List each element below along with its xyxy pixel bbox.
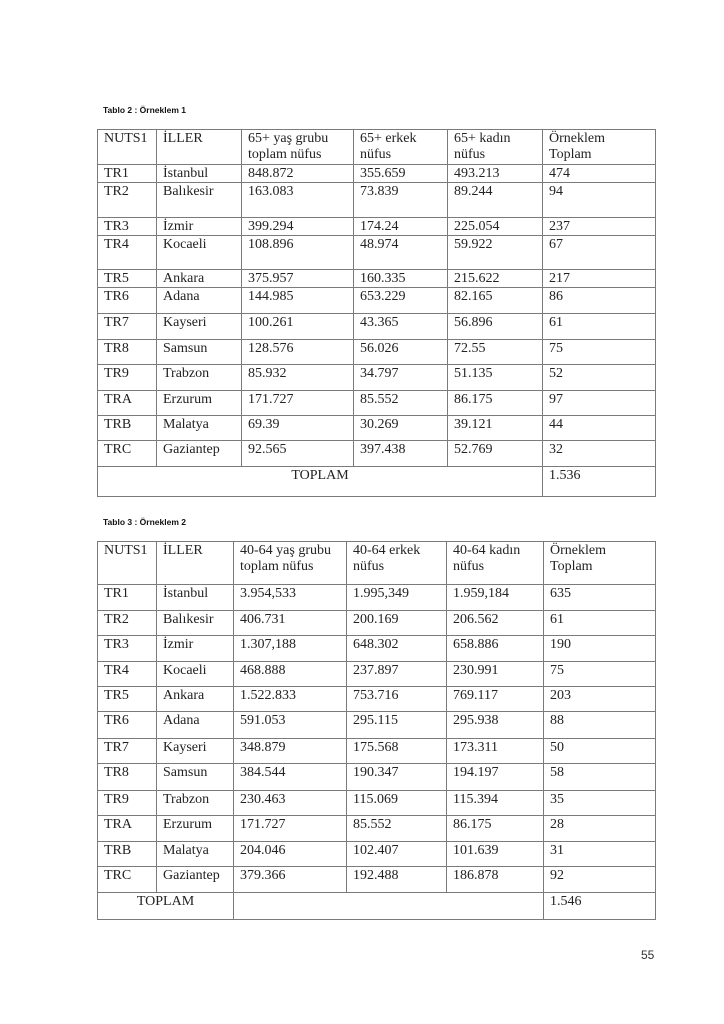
cell-female: 115.394 [447,791,544,816]
cell-il: Trabzon [157,365,242,391]
cell-sample: 94 [543,183,656,218]
cell-il: İstanbul [157,165,242,183]
cell-female: 101.639 [447,842,544,867]
cell-female: 186.878 [447,867,544,893]
cell-female: 86.175 [447,816,544,842]
cell-male: 43.365 [354,314,448,340]
cell-female: 51.135 [448,365,543,391]
cell-female: 225.054 [448,218,543,236]
table-row [98,416,656,441]
cell-total: 144.985 [242,288,354,314]
cell-total: 85.932 [242,365,354,391]
cell-male: 115.069 [347,791,447,816]
cell-male: 1.995,349 [347,585,447,611]
cell-male: 85.552 [347,816,447,842]
table-row [98,687,656,712]
cell-il: Ankara [157,270,242,288]
table-total-row [98,893,656,920]
table-2-caption: Tablo 2 : Örneklem 1 [103,105,186,115]
cell-il: Gaziantep [157,441,242,467]
cell-total: 375.957 [242,270,354,288]
cell-il: İzmir [157,218,242,236]
cell-female: 173.311 [447,739,544,764]
cell-sample: 67 [543,236,656,270]
total-empty [234,893,544,920]
cell-female: 86.175 [448,391,543,416]
cell-il: Kayseri [157,739,234,764]
cell-male: 102.407 [347,842,447,867]
cell-male: 174.24 [354,218,448,236]
cell-sample: 52 [543,365,656,391]
cell-total: 171.727 [234,816,347,842]
cell-total: 399.294 [242,218,354,236]
cell-sample: 58 [544,764,656,791]
cell-il: Adana [157,712,234,739]
cell-nuts: TR6 [98,712,157,739]
cell-il: Kocaeli [157,662,234,687]
header-total-population: 65+ yaş grubu toplam nüfus [242,130,354,165]
cell-il: İstanbul [157,585,234,611]
cell-il: Malatya [157,416,242,441]
table-row [98,636,656,662]
cell-female: 215.622 [448,270,543,288]
cell-sample: 97 [543,391,656,416]
cell-total: 1.522.833 [234,687,347,712]
cell-il: İzmir [157,636,234,662]
table-row [98,236,656,270]
cell-male: 295.115 [347,712,447,739]
cell-female: 39.121 [448,416,543,441]
cell-total: 379.366 [234,867,347,893]
total-value: 1.536 [543,467,656,497]
cell-il: Samsun [157,340,242,365]
cell-il: Samsun [157,764,234,791]
table-row [98,340,656,365]
table-row [98,585,656,611]
cell-nuts: TR4 [98,236,157,270]
cell-nuts: TR9 [98,365,157,391]
header-male-population: 65+ erkek nüfus [354,130,448,165]
cell-male: 237.897 [347,662,447,687]
cell-nuts: TR6 [98,288,157,314]
cell-total: 1.307,188 [234,636,347,662]
cell-male: 355.659 [354,165,448,183]
table-row [98,165,656,183]
cell-total: 171.727 [242,391,354,416]
header-female-population: 65+ kadın nüfus [448,130,543,165]
cell-total: 384.544 [234,764,347,791]
cell-female: 658.886 [447,636,544,662]
cell-total: 3.954,533 [234,585,347,611]
cell-il: Ankara [157,687,234,712]
cell-total: 128.576 [242,340,354,365]
header-iller: İLLER [157,542,234,585]
cell-sample: 44 [543,416,656,441]
table-row [98,288,656,314]
cell-il: Trabzon [157,791,234,816]
cell-male: 648.302 [347,636,447,662]
cell-total: 406.731 [234,611,347,636]
cell-sample: 35 [544,791,656,816]
cell-total: 468.888 [234,662,347,687]
cell-male: 56.026 [354,340,448,365]
table-row [98,739,656,764]
cell-il: Erzurum [157,391,242,416]
cell-il: Balıkesir [157,183,242,218]
sample-2-table [97,541,656,920]
cell-male: 192.488 [347,867,447,893]
cell-total: 69.39 [242,416,354,441]
cell-sample: 61 [544,611,656,636]
table-row [98,712,656,739]
table-row [98,391,656,416]
cell-female: 493.213 [448,165,543,183]
cell-female: 194.197 [447,764,544,791]
cell-nuts: TR8 [98,764,157,791]
cell-male: 653.229 [354,288,448,314]
cell-male: 753.716 [347,687,447,712]
table-row [98,662,656,687]
cell-nuts: TR7 [98,314,157,340]
cell-female: 230.991 [447,662,544,687]
cell-il: Adana [157,288,242,314]
cell-il: Malatya [157,842,234,867]
cell-female: 89.244 [448,183,543,218]
total-label: TOPLAM [98,893,234,920]
cell-total: 100.261 [242,314,354,340]
table-row [98,611,656,636]
table-row [98,183,656,218]
header-nuts: NUTS1 [98,542,157,585]
cell-nuts: TR5 [98,270,157,288]
table-row [98,842,656,867]
cell-nuts: TRB [98,842,157,867]
cell-total: 848.872 [242,165,354,183]
sample-1-table [97,129,656,497]
cell-total: 204.046 [234,842,347,867]
table-row [98,218,656,236]
header-iller: İLLER [157,130,242,165]
cell-male: 190.347 [347,764,447,791]
cell-il: Erzurum [157,816,234,842]
cell-sample: 28 [544,816,656,842]
table-row [98,365,656,391]
cell-female: 56.896 [448,314,543,340]
cell-total: 230.463 [234,791,347,816]
cell-nuts: TR3 [98,636,157,662]
table-header-row [98,542,656,585]
header-female-population: 40-64 kadın nüfus [447,542,544,585]
cell-total: 591.053 [234,712,347,739]
header-nuts: NUTS1 [98,130,157,165]
header-total-population: 40-64 yaş grubu toplam nüfus [234,542,347,585]
table-row [98,791,656,816]
cell-nuts: TRA [98,816,157,842]
cell-female: 72.55 [448,340,543,365]
table-row [98,270,656,288]
cell-sample: 474 [543,165,656,183]
cell-total: 163.083 [242,183,354,218]
cell-male: 30.269 [354,416,448,441]
cell-sample: 32 [543,441,656,467]
cell-nuts: TR2 [98,183,157,218]
table-row [98,816,656,842]
cell-sample: 237 [543,218,656,236]
cell-nuts: TRB [98,416,157,441]
cell-nuts: TR2 [98,611,157,636]
cell-female: 295.938 [447,712,544,739]
header-sample-total: Örneklem Toplam [544,542,656,585]
header-male-population: 40-64 erkek nüfus [347,542,447,585]
cell-male: 73.839 [354,183,448,218]
cell-sample: 50 [544,739,656,764]
cell-female: 206.562 [447,611,544,636]
cell-male: 397.438 [354,441,448,467]
cell-il: Kocaeli [157,236,242,270]
table-row [98,314,656,340]
table-row [98,867,656,893]
cell-nuts: TR1 [98,585,157,611]
cell-total: 92.565 [242,441,354,467]
cell-sample: 190 [544,636,656,662]
cell-nuts: TRA [98,391,157,416]
page-number: 55 [641,948,655,962]
total-label: TOPLAM [98,467,543,497]
header-sample-total: Örneklem Toplam [543,130,656,165]
cell-nuts: TR1 [98,165,157,183]
cell-il: Kayseri [157,314,242,340]
cell-nuts: TRC [98,867,157,893]
cell-sample: 92 [544,867,656,893]
cell-sample: 75 [543,340,656,365]
cell-male: 160.335 [354,270,448,288]
cell-nuts: TRC [98,441,157,467]
cell-nuts: TR4 [98,662,157,687]
cell-male: 175.568 [347,739,447,764]
cell-nuts: TR7 [98,739,157,764]
cell-total: 348.879 [234,739,347,764]
cell-sample: 203 [544,687,656,712]
total-value: 1.546 [544,893,656,920]
cell-female: 59.922 [448,236,543,270]
cell-il: Gaziantep [157,867,234,893]
cell-female: 769.117 [447,687,544,712]
cell-il: Balıkesir [157,611,234,636]
cell-total: 108.896 [242,236,354,270]
table-3-caption: Tablo 3 : Örneklem 2 [103,517,186,527]
cell-female: 82.165 [448,288,543,314]
cell-sample: 31 [544,842,656,867]
table-row [98,764,656,791]
cell-male: 200.169 [347,611,447,636]
cell-male: 48.974 [354,236,448,270]
cell-female: 1.959,184 [447,585,544,611]
cell-nuts: TR3 [98,218,157,236]
cell-sample: 61 [543,314,656,340]
cell-nuts: TR9 [98,791,157,816]
cell-male: 34.797 [354,365,448,391]
cell-sample: 86 [543,288,656,314]
cell-female: 52.769 [448,441,543,467]
cell-sample: 75 [544,662,656,687]
cell-sample: 88 [544,712,656,739]
cell-male: 85.552 [354,391,448,416]
cell-nuts: TR5 [98,687,157,712]
table-header-row [98,130,656,165]
table-total-row [98,467,656,497]
table-row [98,441,656,467]
cell-sample: 217 [543,270,656,288]
cell-nuts: TR8 [98,340,157,365]
cell-sample: 635 [544,585,656,611]
